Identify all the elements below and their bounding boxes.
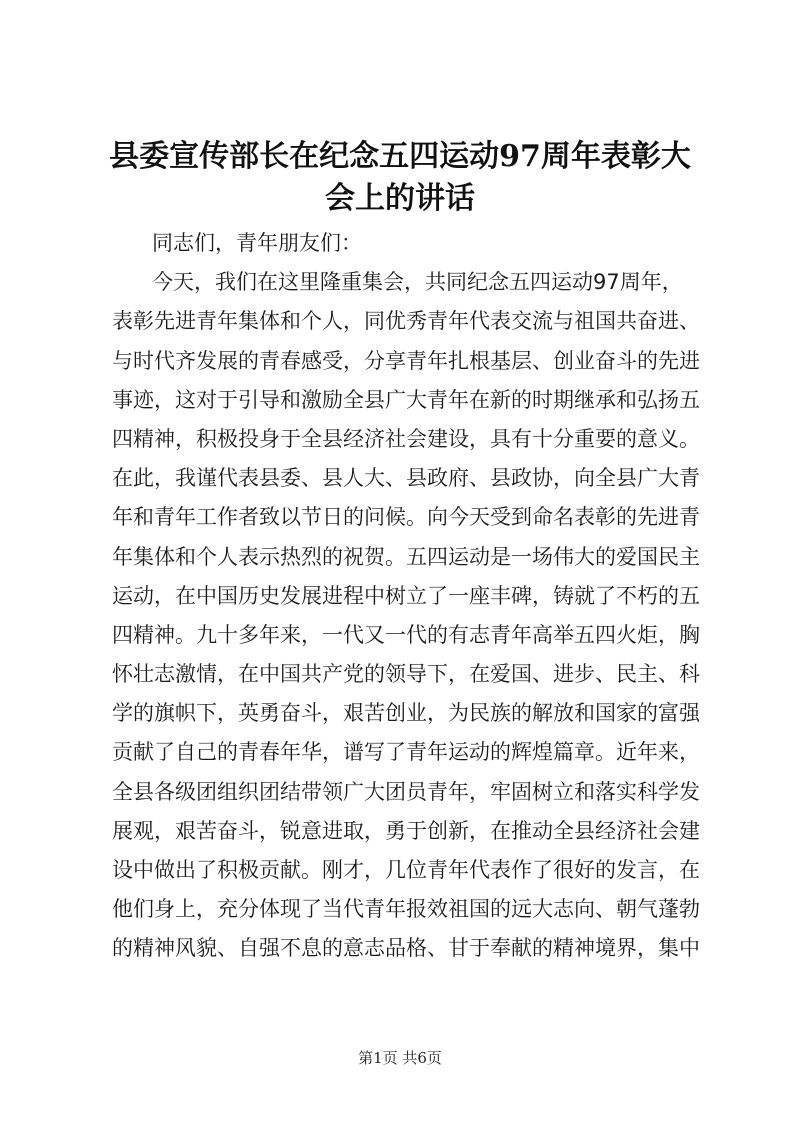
- body-line: 年和青年工作者致以节日的问候。向今天受到命名表彰的先进青: [112, 505, 700, 530]
- body-line: 年集体和个人表示热烈的祝贺。五四运动是一场伟大的爱国民主: [112, 544, 700, 569]
- document-body: [112, 224, 712, 969]
- body-line: 运动，在中国历史发展进程中树立了一座丰碑，铸就了不朽的五: [112, 583, 700, 608]
- body-line: 的精神风貌、自强不息的意志品格、甘于奉献的精神境界，集中: [112, 936, 700, 961]
- body-line: 四精神，积极投身于全县经济社会建设，具有十分重要的意义。: [112, 426, 700, 451]
- salutation-line: 同志们，青年朋友们：: [152, 231, 362, 255]
- page-footer: 第1页 共6页: [358, 1049, 442, 1067]
- document-title: [90, 136, 710, 220]
- body-line: 贡献了自己的青春年华，谱写了青年运动的辉煌篇章。近年来，: [112, 740, 700, 765]
- body-line: 设中做出了积极贡献。刚才，几位青年代表作了很好的发言，在: [112, 858, 700, 882]
- body-line: 事迹，这对于引导和激励全县广大青年在新的时期继承和弘扬五: [112, 387, 700, 412]
- body-line: 怀壮志激情，在中国共产党的领导下，在爱国、进步、民主、科: [112, 662, 700, 687]
- body-line: 表彰先进青年集体和个人，同优秀青年代表交流与祖国共奋进、: [112, 309, 700, 334]
- body-line: 他们身上，充分体现了当代青年报效祖国的远大志向、朝气蓬勃: [112, 897, 700, 922]
- body-line: 在此，我谨代表县委、县人大、县政府、县政协，向全县广大青: [112, 466, 700, 491]
- body-line: 与时代齐发展的青春感受，分享青年扎根基层、创业奋斗的先进: [112, 348, 700, 373]
- title-line: 会上的讲话: [325, 181, 475, 216]
- body-line: 四精神。九十多年来，一代又一代的有志青年高举五四火炬，胸: [112, 622, 700, 647]
- title-line: 县委宣传部长在纪念五四运动97周年表彰大: [109, 139, 691, 174]
- body-line: 今天，我们在这里隆重集会，共同纪念五四运动97周年，: [152, 270, 683, 295]
- body-line: 展观，艰苦奋斗，锐意进取，勇于创新，在推动全县经济社会建: [112, 818, 700, 843]
- body-line: 全县各级团组织团结带领广大团员青年，牢固树立和落实科学发: [112, 779, 700, 804]
- body-line: 学的旗帜下，英勇奋斗，艰苦创业，为民族的解放和国家的富强: [112, 701, 700, 726]
